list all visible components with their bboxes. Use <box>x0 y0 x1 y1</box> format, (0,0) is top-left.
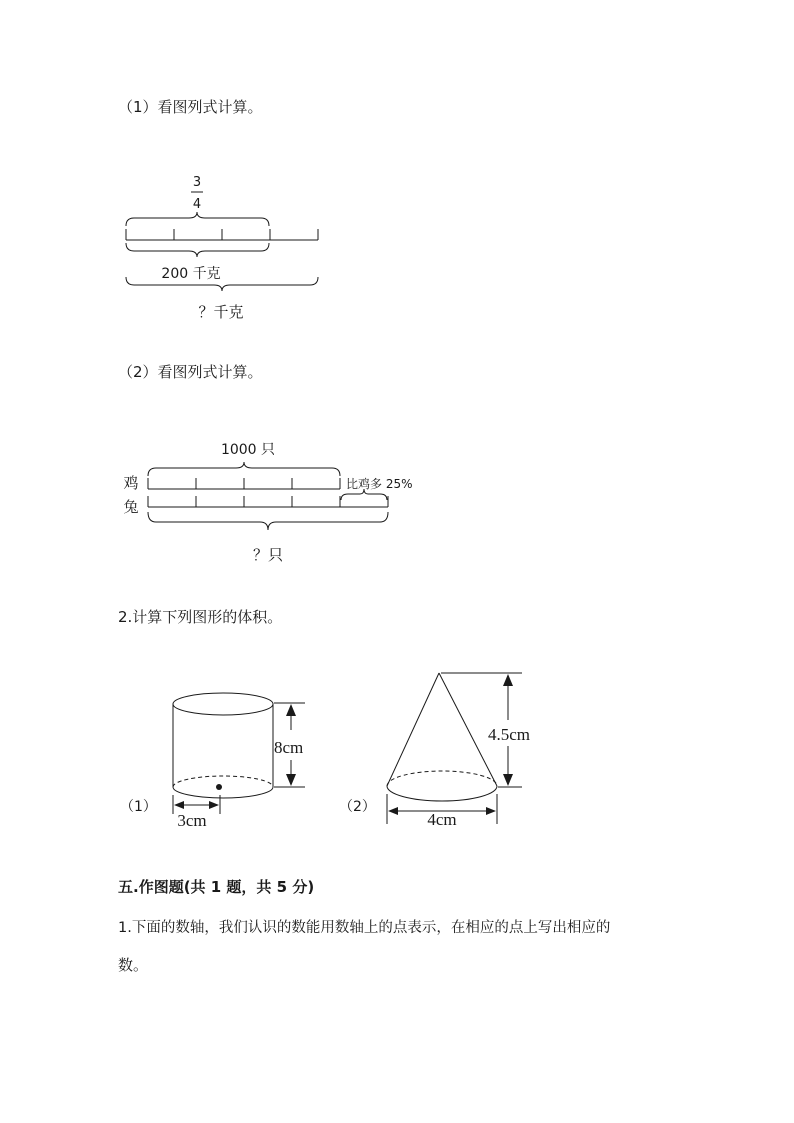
q1-unknown-label: ？千克 <box>198 303 244 321</box>
q2-label: （2）看图列式计算。 <box>118 363 263 381</box>
q2-row-rabbit: 兔 <box>123 498 139 516</box>
cone-label: （2） <box>339 799 376 815</box>
section5-heading: 五.作图题(共 1 题，共 5 分) <box>118 878 315 896</box>
cone-height-label: 4.5cm <box>488 725 531 744</box>
q1-fraction-numerator: 3 <box>192 175 202 190</box>
q2-unknown-label: ？只 <box>252 546 284 564</box>
q2-row-chicken: 鸡 <box>123 474 139 492</box>
section5-q1-line2: 数。 <box>118 956 149 974</box>
section5-q1-line1: 1.下面的数轴，我们认识的数能用数轴上的点表示，在相应的点上写出相应的 <box>118 920 611 936</box>
section2-title: 2.计算下列图形的体积。 <box>118 608 283 626</box>
arrowhead <box>174 801 184 809</box>
cone-base-back <box>387 771 497 786</box>
arrowhead <box>286 774 296 786</box>
arrowhead <box>486 807 496 815</box>
cylinder-bottom-back <box>173 776 273 787</box>
arrowhead <box>209 801 219 809</box>
cylinder-bottom-front <box>173 787 273 798</box>
cylinder-radius-label: 3cm <box>177 811 207 830</box>
cone-base-front <box>387 786 497 801</box>
q2-more-note: 比鸡多 25% <box>346 477 413 491</box>
cylinder-top <box>173 693 273 715</box>
arrowhead <box>503 774 513 786</box>
cylinder-label: （1） <box>120 799 157 815</box>
q1-label: （1）看图列式计算。 <box>118 98 263 116</box>
cylinder-center-dot <box>216 784 222 790</box>
q1-fraction-denominator: 4 <box>192 197 202 212</box>
cone-side-left <box>387 673 439 786</box>
arrowhead <box>388 807 398 815</box>
arrowhead <box>286 704 296 716</box>
q1-known-label: 200 千克 <box>161 266 221 282</box>
cylinder-height-label: 8cm <box>274 738 304 757</box>
cone-diameter-label: 4cm <box>427 810 457 829</box>
arrowhead <box>503 674 513 686</box>
q2-total-label: 1000 只 <box>220 442 276 458</box>
